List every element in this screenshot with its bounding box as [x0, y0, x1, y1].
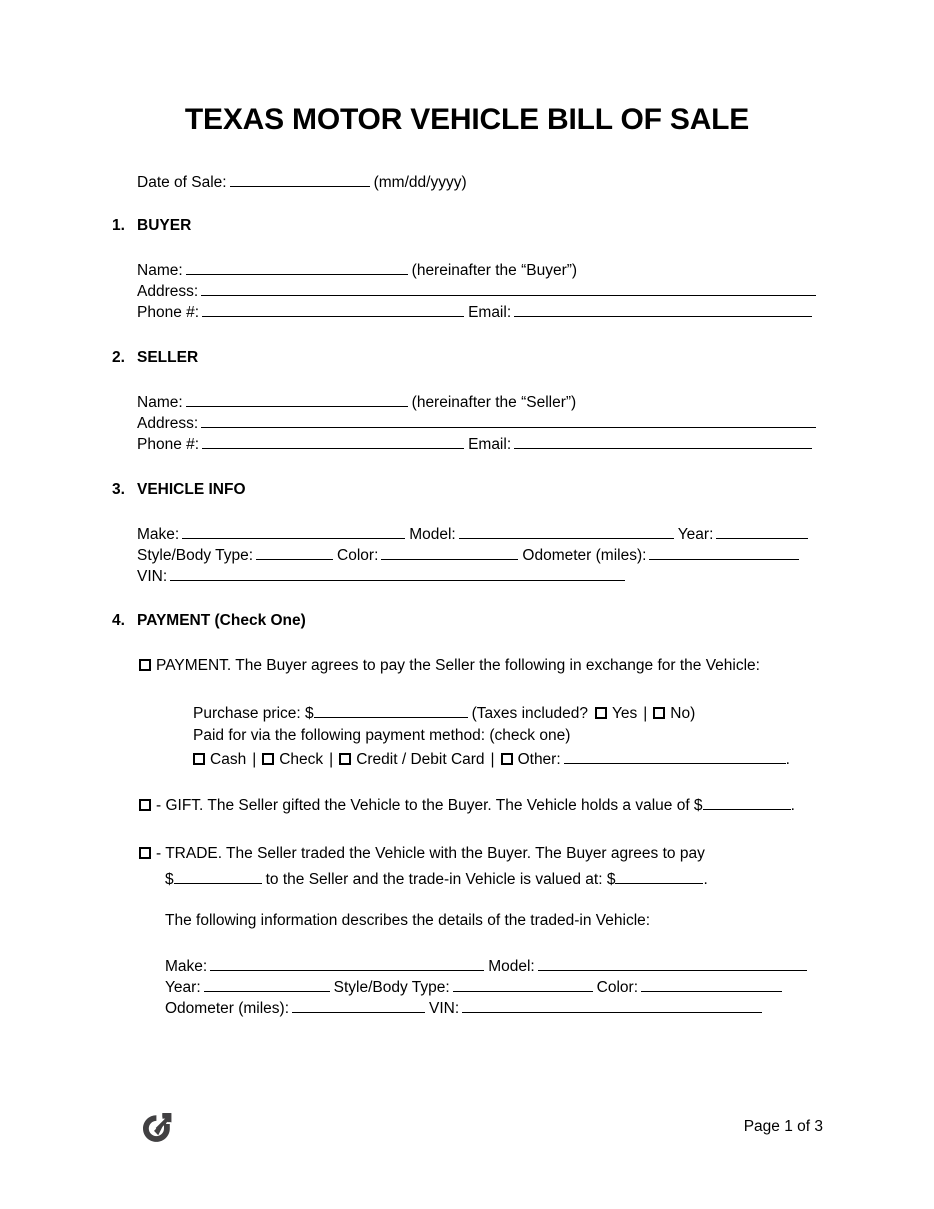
circular-arrow-logo-icon — [137, 1108, 175, 1146]
seller-name-row — [137, 392, 576, 413]
buyer-address-row — [137, 281, 816, 302]
traded-intro-label: The following information describes the details of the traded-in Vehicle: — [165, 912, 651, 929]
vehicle-style-input[interactable] — [256, 545, 333, 560]
vehicle-model-label: Model: — [409, 526, 456, 543]
traded-make-input[interactable] — [210, 956, 484, 971]
seller-name-input[interactable] — [186, 392, 408, 407]
date-of-sale-row — [137, 172, 467, 193]
paid-via-label: Paid for via the following payment method: (check one) — [193, 727, 571, 744]
section-heading-vehicle-info: VEHICLE INFO — [137, 481, 246, 498]
payment-option-checkbox[interactable] — [139, 659, 151, 671]
payment-option-label: PAYMENT. The Buyer agrees to pay the Seller the following in exchange for the Vehicle: — [156, 657, 760, 674]
method-credit-label: Credit / Debit Card — [356, 751, 485, 768]
section-heading-payment: PAYMENT (Check One) — [137, 612, 306, 629]
trade-amounts-trailing: . — [703, 871, 708, 888]
buyer-address-label: Address: — [137, 283, 199, 300]
gift-option-label: - GIFT. The Seller gifted the Vehicle to the Buyer. The Vehicle holds a value of $ — [156, 797, 703, 814]
buyer-phone-email-row — [137, 302, 812, 323]
traded-model-input[interactable] — [538, 956, 807, 971]
vehicle-odometer-label: Odometer (miles): — [522, 547, 647, 564]
trade-option-checkbox[interactable] — [139, 847, 151, 859]
paid-via-row — [193, 726, 570, 746]
vehicle-style-color-odometer-row — [137, 545, 799, 566]
method-other-checkbox[interactable] — [501, 753, 513, 765]
method-check-label: Check — [279, 751, 324, 768]
method-credit-checkbox[interactable] — [339, 753, 351, 765]
taxes-yes-checkbox[interactable] — [595, 707, 607, 719]
traded-odometer-label: Odometer (miles): — [165, 1000, 290, 1017]
buyer-name-suffix: (hereinafter the “Buyer”) — [411, 262, 578, 279]
taxes-no-label: No) — [670, 705, 696, 722]
section-number-vehicle-info: 3. — [112, 481, 125, 498]
section-number-payment: 4. — [112, 612, 125, 629]
buyer-email-input[interactable] — [514, 302, 812, 317]
traded-year-style-color-row — [165, 977, 782, 998]
seller-email-input[interactable] — [514, 434, 812, 449]
gift-option-row[interactable] — [139, 795, 795, 816]
method-separator-2: | — [329, 751, 334, 768]
vehicle-style-label: Style/Body Type: — [137, 547, 254, 564]
traded-color-label: Color: — [596, 979, 639, 996]
purchase-price-row — [193, 703, 695, 724]
traded-intro-row — [165, 911, 650, 931]
section-number-seller: 2. — [112, 349, 125, 366]
vehicle-year-input[interactable] — [716, 524, 808, 539]
method-check-checkbox[interactable] — [262, 753, 274, 765]
seller-name-suffix: (hereinafter the “Seller”) — [411, 394, 577, 411]
trade-option-label: - TRADE. The Seller traded the Vehicle with the Buyer. The Buyer agrees to pay — [156, 845, 705, 862]
seller-name-label: Name: — [137, 394, 183, 411]
date-of-sale-label: Date of Sale: — [137, 174, 227, 191]
method-other-input[interactable] — [564, 749, 786, 764]
section-heading-seller: SELLER — [137, 349, 199, 366]
traded-odometer-vin-row — [165, 998, 762, 1019]
taxes-separator: | — [643, 705, 648, 722]
vehicle-vin-input[interactable] — [170, 566, 625, 581]
method-other-trailing: . — [785, 751, 790, 768]
vehicle-odometer-input[interactable] — [649, 545, 799, 560]
trade-amounts-row — [165, 869, 708, 890]
vehicle-make-input[interactable] — [182, 524, 405, 539]
trade-pay-input[interactable] — [174, 869, 262, 884]
buyer-name-row — [137, 260, 577, 281]
taxes-yes-label: Yes — [611, 705, 638, 722]
taxes-no-checkbox[interactable] — [653, 707, 665, 719]
traded-make-model-row — [165, 956, 807, 977]
seller-phone-input[interactable] — [202, 434, 464, 449]
buyer-name-label: Name: — [137, 262, 183, 279]
payment-methods-row — [193, 749, 790, 770]
seller-address-input[interactable] — [201, 413, 816, 428]
trade-pay-currency: $ — [165, 871, 174, 888]
traded-style-input[interactable] — [453, 977, 593, 992]
traded-make-label: Make: — [165, 958, 208, 975]
seller-phone-email-row — [137, 434, 812, 455]
traded-style-label: Style/Body Type: — [333, 979, 450, 996]
traded-odometer-input[interactable] — [292, 998, 425, 1013]
vehicle-color-input[interactable] — [381, 545, 518, 560]
buyer-email-label: Email: — [468, 304, 512, 321]
vehicle-make-model-year-row — [137, 524, 808, 545]
trade-value-text: to the Seller and the trade-in Vehicle is valued at: $ — [265, 871, 616, 888]
vehicle-vin-label: VIN: — [137, 568, 168, 585]
vehicle-year-label: Year: — [677, 526, 714, 543]
traded-vin-label: VIN: — [429, 1000, 460, 1017]
section-heading-buyer: BUYER — [137, 217, 192, 234]
seller-address-row — [137, 413, 816, 434]
method-separator-3: | — [490, 751, 495, 768]
seller-phone-label: Phone #: — [137, 436, 200, 453]
gift-option-checkbox[interactable] — [139, 799, 151, 811]
gift-value-input[interactable] — [703, 795, 791, 810]
buyer-phone-input[interactable] — [202, 302, 464, 317]
purchase-price-input[interactable] — [314, 703, 468, 718]
page-title: TEXAS MOTOR VEHICLE BILL OF SALE — [184, 103, 750, 136]
purchase-price-label: Purchase price: $ — [193, 705, 314, 722]
date-of-sale-input[interactable] — [230, 172, 370, 187]
gift-option-trailing: . — [790, 797, 795, 814]
vehicle-vin-row — [137, 566, 625, 587]
payment-option-row[interactable] — [139, 656, 760, 676]
trade-value-input[interactable] — [615, 869, 703, 884]
vehicle-model-input[interactable] — [459, 524, 674, 539]
traded-model-label: Model: — [488, 958, 535, 975]
method-other-label: Other: — [517, 751, 561, 768]
trade-option-row[interactable] — [139, 844, 705, 864]
date-format-hint: (mm/dd/yyyy) — [373, 174, 467, 191]
traded-year-label: Year: — [165, 979, 201, 996]
vehicle-make-label: Make: — [137, 526, 180, 543]
page-number: Page 1 of 3 — [743, 1118, 823, 1135]
method-cash-label: Cash — [210, 751, 247, 768]
method-separator-1: | — [252, 751, 257, 768]
taxes-included-question: (Taxes included? — [471, 705, 588, 722]
buyer-name-input[interactable] — [186, 260, 408, 275]
vehicle-color-label: Color: — [337, 547, 379, 564]
buyer-phone-label: Phone #: — [137, 304, 200, 321]
seller-email-label: Email: — [468, 436, 512, 453]
method-cash-checkbox[interactable] — [193, 753, 205, 765]
traded-color-input[interactable] — [641, 977, 782, 992]
traded-year-input[interactable] — [204, 977, 330, 992]
section-number-buyer: 1. — [112, 217, 125, 234]
seller-address-label: Address: — [137, 415, 199, 432]
buyer-address-input[interactable] — [201, 281, 816, 296]
traded-vin-input[interactable] — [462, 998, 762, 1013]
